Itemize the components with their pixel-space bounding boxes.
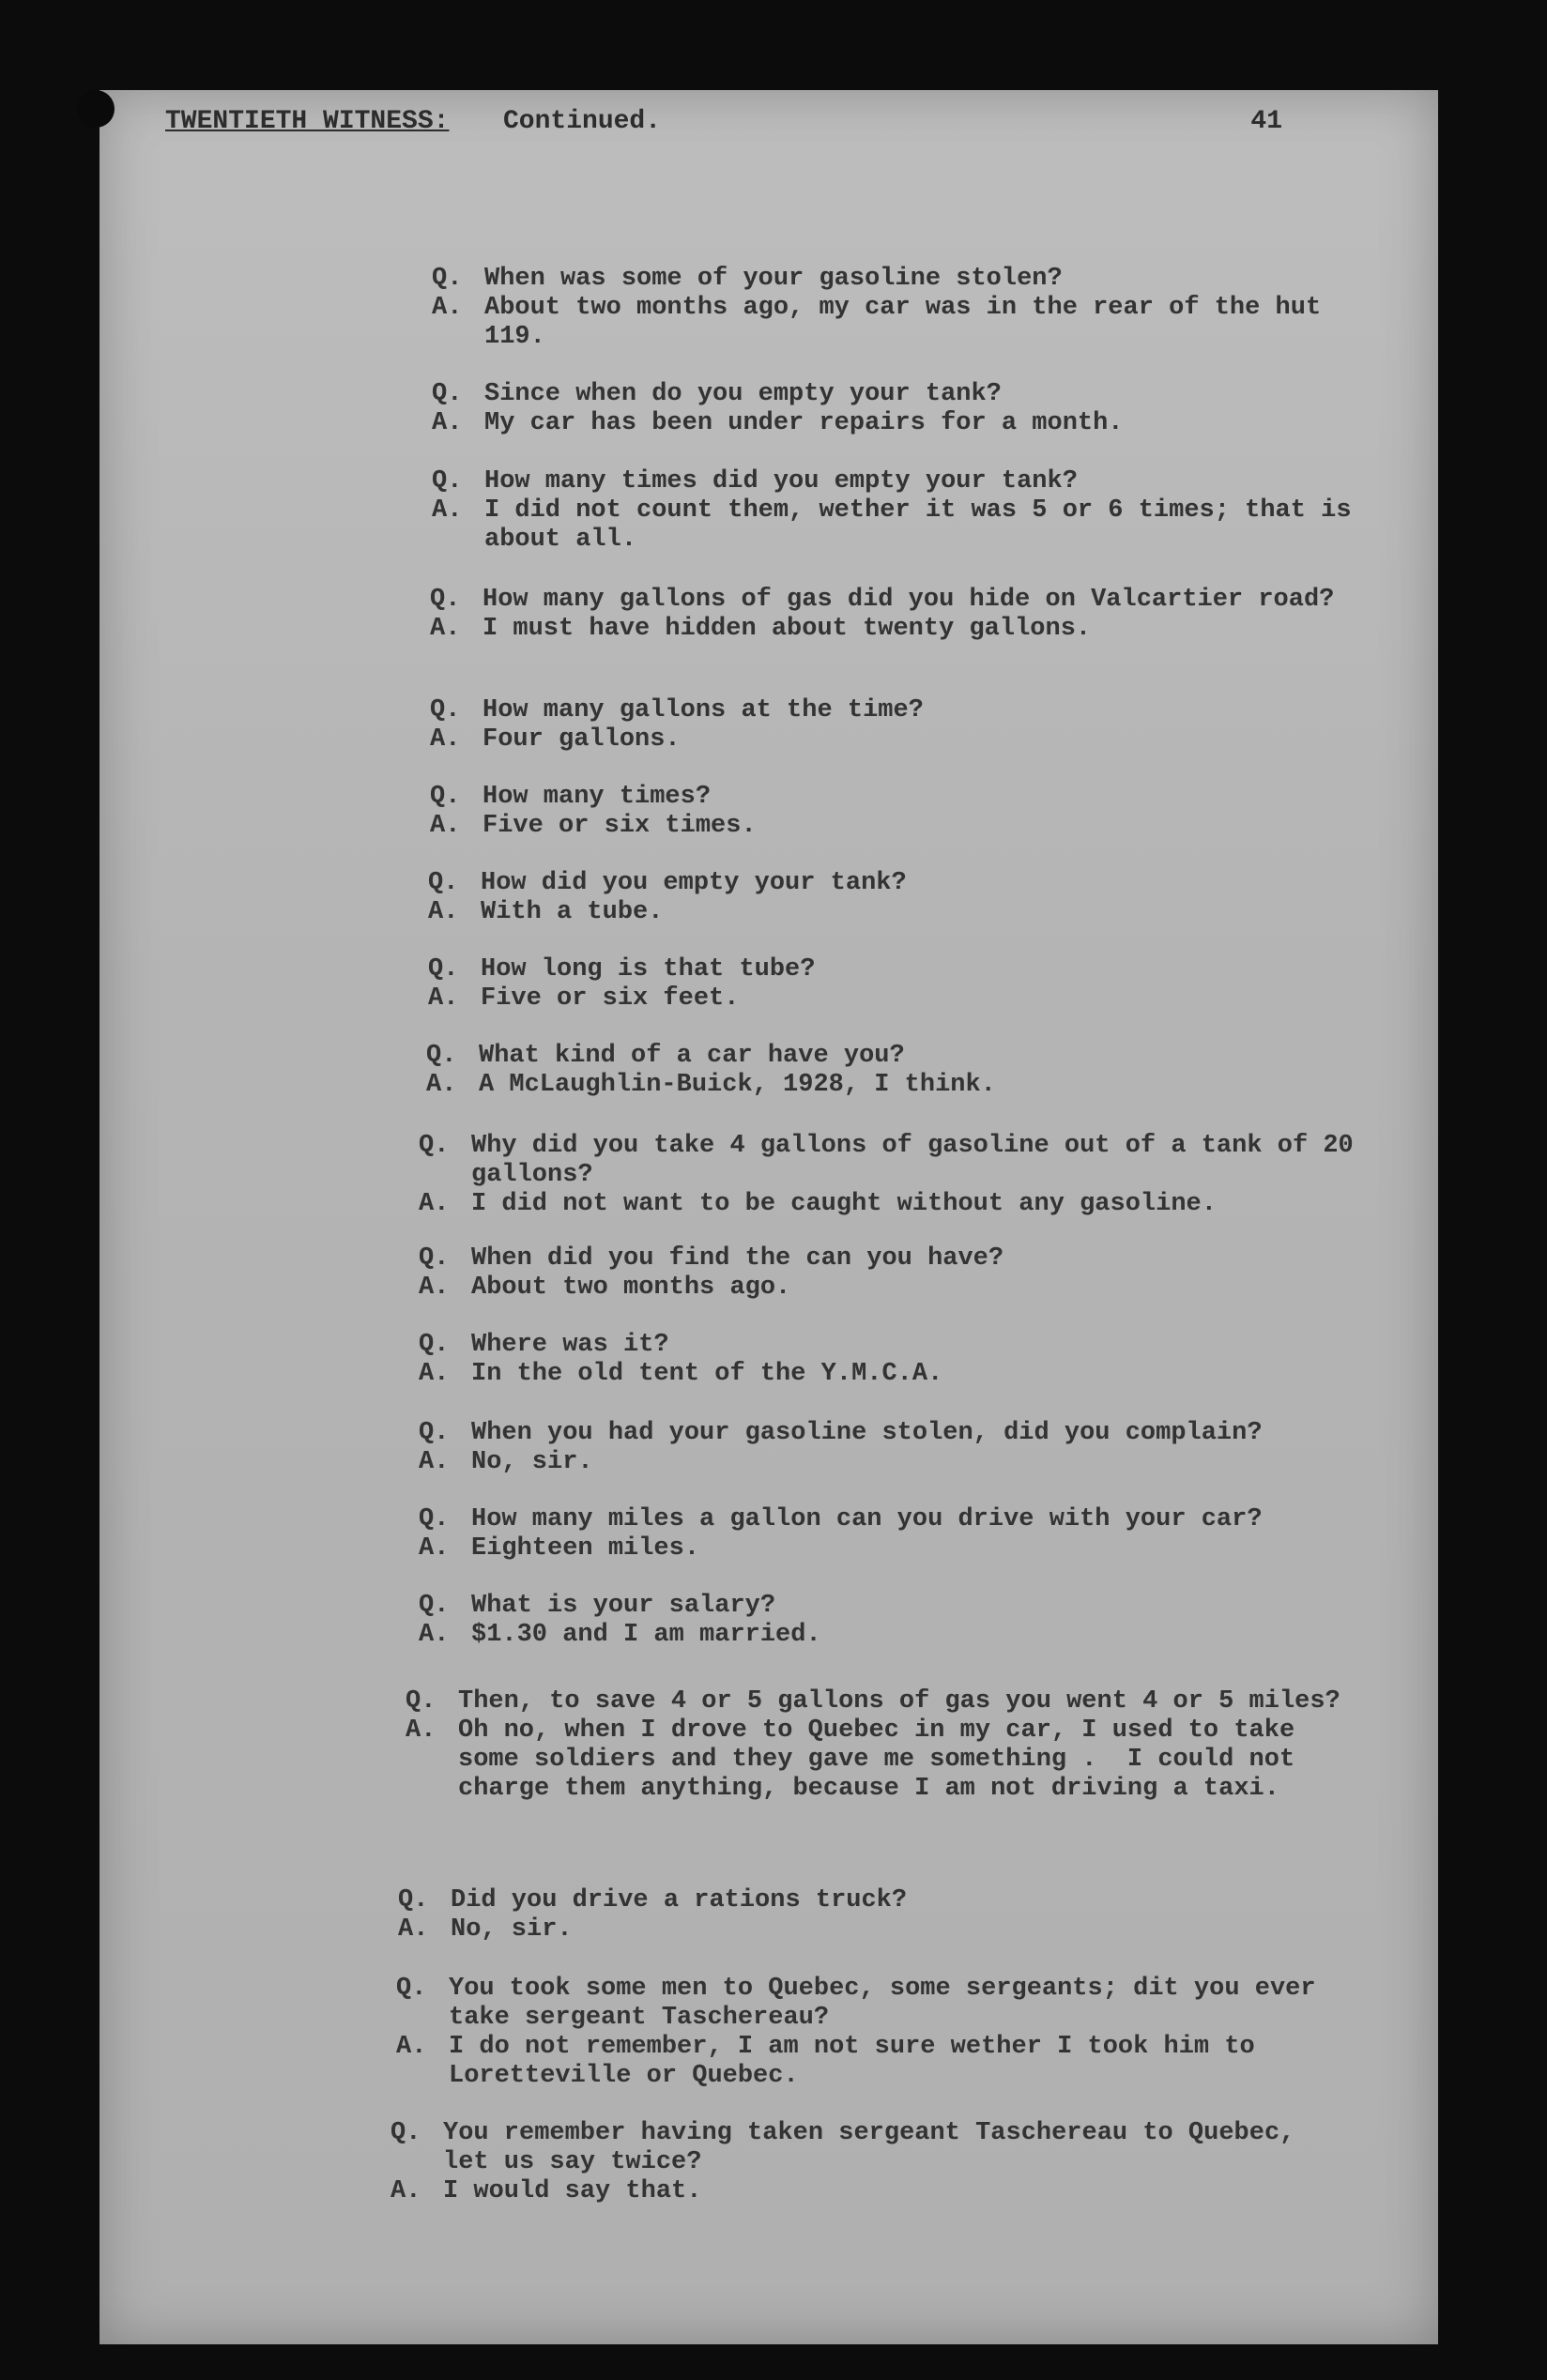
question-text: How many gallons at the time? bbox=[482, 696, 924, 725]
qa-block bbox=[428, 869, 1376, 927]
answer-text: $1.30 and I am married. bbox=[471, 1621, 821, 1649]
answer-label: A. bbox=[419, 1448, 450, 1476]
qa-block bbox=[426, 1042, 1374, 1100]
question-label: Q. bbox=[430, 783, 461, 811]
qa-block bbox=[391, 2119, 1339, 2206]
answer-text: I would say that. bbox=[443, 2177, 702, 2205]
answer-label: A. bbox=[428, 898, 459, 926]
answer-text: In the old tent of the Y.M.C.A. bbox=[471, 1360, 943, 1388]
qa-block bbox=[406, 1687, 1363, 1804]
question-label: Q. bbox=[419, 1592, 450, 1620]
answer-label: A. bbox=[391, 2177, 421, 2205]
answer-text: My car has been under repairs for a month. bbox=[484, 409, 1124, 437]
page-header bbox=[165, 107, 1282, 154]
answer-text: No, sir. bbox=[471, 1448, 593, 1476]
question-text: Why did you take 4 gallons of gasoline out of a tank of 20 gallons? bbox=[471, 1132, 1369, 1189]
question-label: Q. bbox=[428, 955, 459, 984]
question-text: When did you find the can you have? bbox=[471, 1244, 1004, 1273]
answer-label: A. bbox=[432, 294, 463, 322]
answer-label: A. bbox=[430, 615, 461, 643]
answer-text: I must have hidden about twenty gallons. bbox=[482, 615, 1092, 643]
question-text: How many gallons of gas did you hide on Valcartier road? bbox=[482, 586, 1335, 614]
answer-text: Five or six feet. bbox=[481, 984, 740, 1013]
question-text: You took some men to Quebec, some sergeants; dit you ever take sergeant Taschereau? bbox=[449, 1975, 1331, 2032]
answer-text: Five or six times. bbox=[482, 812, 757, 840]
qa-block bbox=[419, 1132, 1367, 1219]
question-text: How many times? bbox=[482, 783, 712, 811]
answer-label: A. bbox=[430, 812, 461, 840]
question-label: Q. bbox=[419, 1505, 450, 1533]
answer-label: A. bbox=[432, 409, 463, 437]
answer-text: About two months ago, my car was in the rear of the hut 119. bbox=[484, 294, 1337, 351]
answer-text: A McLaughlin-Buick, 1928, I think. bbox=[479, 1071, 996, 1099]
answer-text: Oh no, when I drove to Quebec in my car, I used to take some soldiers and they gave me something . I could not charge them anything, because I am not driving a taxi. bbox=[458, 1716, 1310, 1803]
question-text: Then, to save 4 or 5 gallons of gas you went 4 or 5 miles? bbox=[458, 1687, 1340, 1716]
question-label: Q. bbox=[419, 1331, 450, 1359]
answer-text: I do not remember, I am not sure wether I took him to Loretteville or Quebec. bbox=[449, 2033, 1270, 2090]
answer-label: A. bbox=[406, 1716, 437, 1745]
question-text: What is your salary? bbox=[471, 1592, 776, 1620]
continued-label: Continued. bbox=[503, 107, 662, 136]
answer-label: A. bbox=[419, 1360, 450, 1388]
question-text: How many times did you empty your tank? bbox=[484, 467, 1078, 496]
qa-block bbox=[432, 265, 1380, 352]
question-label: Q. bbox=[428, 869, 459, 897]
question-label: Q. bbox=[419, 1132, 450, 1160]
question-label: Q. bbox=[398, 1886, 429, 1915]
question-text: Where was it? bbox=[471, 1331, 669, 1359]
qa-block bbox=[432, 380, 1380, 438]
answer-label: A. bbox=[419, 1621, 450, 1649]
answer-label: A. bbox=[419, 1274, 450, 1302]
qa-block bbox=[419, 1505, 1367, 1564]
answer-label: A. bbox=[419, 1534, 450, 1563]
qa-block bbox=[419, 1244, 1367, 1303]
witness-heading: TWENTIETH WITNESS: bbox=[165, 107, 450, 136]
question-text: When was some of your gasoline stolen? bbox=[484, 265, 1063, 293]
question-label: Q. bbox=[432, 265, 463, 293]
answer-text: Eighteen miles. bbox=[471, 1534, 700, 1563]
qa-block bbox=[396, 1975, 1363, 2091]
qa-block bbox=[430, 586, 1378, 644]
question-label: Q. bbox=[391, 2119, 421, 2147]
question-label: Q. bbox=[432, 380, 463, 408]
qa-block bbox=[428, 955, 1376, 1014]
answer-label: A. bbox=[430, 725, 461, 754]
question-text: Since when do you empty your tank? bbox=[484, 380, 1002, 408]
qa-block bbox=[419, 1592, 1367, 1650]
answer-label: A. bbox=[432, 496, 463, 525]
question-text: Did you drive a rations truck? bbox=[451, 1886, 908, 1915]
qa-block bbox=[430, 696, 1378, 755]
question-label: Q. bbox=[419, 1244, 450, 1273]
answer-text: With a tube. bbox=[481, 898, 664, 926]
question-label: Q. bbox=[430, 586, 461, 614]
question-text: How did you empty your tank? bbox=[481, 869, 907, 897]
question-label: Q. bbox=[419, 1419, 450, 1447]
qa-block bbox=[419, 1331, 1367, 1389]
page-number: 41 bbox=[1250, 107, 1282, 136]
question-text: You remember having taken sergeant Taschereau to Quebec, let us say twice? bbox=[443, 2119, 1310, 2176]
question-text: How many miles a gallon can you drive with your car? bbox=[471, 1505, 1263, 1533]
question-text: What kind of a car have you? bbox=[479, 1042, 905, 1070]
question-label: Q. bbox=[396, 1975, 427, 2003]
qa-block bbox=[430, 783, 1378, 841]
question-label: Q. bbox=[430, 696, 461, 725]
answer-text: I did not count them, wether it was 5 or 6 times; that is about all. bbox=[484, 496, 1367, 554]
question-label: Q. bbox=[432, 467, 463, 496]
question-text: When you had your gasoline stolen, did you complain? bbox=[471, 1419, 1263, 1447]
answer-text: Four gallons. bbox=[482, 725, 681, 754]
answer-text: No, sir. bbox=[451, 1915, 573, 1944]
answer-label: A. bbox=[396, 2033, 427, 2061]
qa-block bbox=[398, 1886, 1346, 1945]
answer-label: A. bbox=[426, 1071, 457, 1099]
answer-label: A. bbox=[428, 984, 459, 1013]
question-text: How long is that tube? bbox=[481, 955, 816, 984]
answer-label: A. bbox=[419, 1190, 450, 1218]
qa-block bbox=[432, 467, 1380, 555]
question-label: Q. bbox=[406, 1687, 437, 1716]
qa-block bbox=[419, 1419, 1367, 1477]
question-label: Q. bbox=[426, 1042, 457, 1070]
answer-text: I did not want to be caught without any gasoline. bbox=[471, 1190, 1217, 1218]
answer-label: A. bbox=[398, 1915, 429, 1944]
punch-hole bbox=[77, 90, 115, 128]
answer-text: About two months ago. bbox=[471, 1274, 791, 1302]
